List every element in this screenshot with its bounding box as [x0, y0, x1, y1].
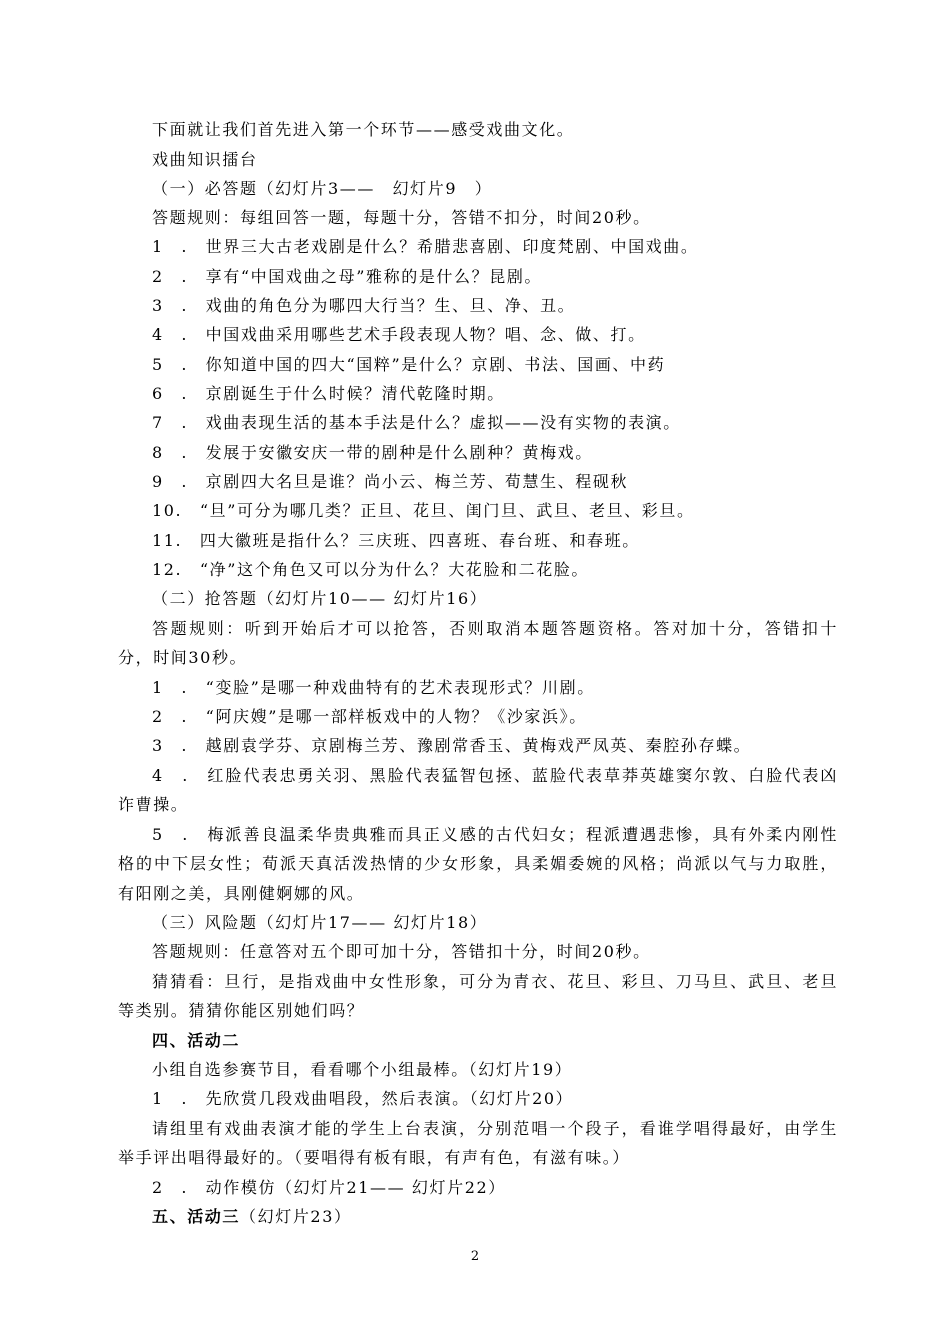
list-item: 4 . 中国戏曲采用哪些艺术手段表现人物？唱、念、做、打。	[152, 325, 646, 344]
list-item: 6 . 京剧诞生于什么时候？清代乾隆时期。	[152, 384, 505, 403]
section-heading: （二）抢答题（幻灯片10—— 幻灯片16）	[152, 589, 488, 608]
page-number: 2	[470, 1249, 480, 1264]
paragraph: 戏曲知识擂台	[152, 150, 258, 169]
list-item: 9 . 京剧四大名旦是谁？尚小云、梅兰芳、荀慧生、程砚秋	[152, 472, 629, 491]
list-item: 4 . 红脸代表忠勇关羽、黑脸代表猛智包拯、蓝脸代表草莽英雄窦尔敦、白脸代表凶诈曹操。	[118, 766, 838, 815]
section-heading: （一）必答题（幻灯片3—— 幻灯片9 ）	[152, 179, 493, 198]
paragraph: 答题规则：任意答对五个即可加十分，答错扣十分，时间20秒。	[152, 942, 651, 961]
section-heading: （三）风险题（幻灯片17—— 幻灯片18）	[152, 913, 488, 932]
list-item: 10. “旦”可分为哪几类？正旦、花旦、闺门旦、武旦、老旦、彩旦。	[152, 501, 695, 520]
list-item: 3 . 戏曲的角色分为哪四大行当？生、旦、净、丑。	[152, 296, 576, 315]
list-item: 1 . 世界三大古老戏剧是什么？希腊悲喜剧、印度梵剧、中国戏曲。	[152, 237, 699, 256]
paragraph: 小组自选参赛节目，看看哪个小组最棒。（幻灯片19）	[152, 1060, 573, 1079]
list-item: 8 . 发展于安徽安庆一带的剧种是什么剧种？黄梅戏。	[152, 443, 593, 462]
section-heading-note: （幻灯片23）	[240, 1207, 352, 1226]
list-item: 1 . 先欣赏几段戏曲唱段，然后表演。（幻灯片20）	[152, 1089, 574, 1108]
list-item: 5 . 梅派善良温柔华贵典雅而具正义感的古代妇女；程派遭遇悲惨，具有外柔内刚性格的中下层女性；荀派天真活泼热情的少女形象，具柔媚委婉的风格；尚派以气与力取胜，有阳刚之美，具刚健婀娜的风。	[118, 825, 838, 903]
section-heading-title: 五、活动三	[152, 1207, 241, 1226]
list-item: 2 . “阿庆嫂”是哪一部样板戏中的人物？《沙家浜》。	[152, 707, 587, 726]
paragraph: 请组里有戏曲表演才能的学生上台表演，分别范唱一个段子，看谁学唱得最好，由学生举手评出唱得最好的。（要唱得有板有眼，有声有色，有滋有味。）	[118, 1119, 838, 1168]
list-item: 5 . 你知道中国的四大“国粹”是什么？京剧、书法、国画、中药	[152, 355, 666, 374]
section-heading: 四、活动二	[152, 1031, 241, 1050]
list-item: 3 . 越剧袁学芬、京剧梅兰芳、豫剧常香玉、黄梅戏严凤英、秦腔孙存蝶。	[152, 736, 752, 755]
paragraph: 下面就让我们首先进入第一个环节——感受戏曲文化。	[152, 120, 575, 139]
list-item: 2 . 享有“中国戏曲之母”雅称的是什么？昆剧。	[152, 267, 543, 286]
list-item: 2 . 动作模仿（幻灯片21—— 幻灯片22）	[152, 1178, 506, 1197]
paragraph: 答题规则：听到开始后才可以抢答，否则取消本题答题资格。答对加十分，答错扣十分，时间30秒。	[118, 619, 838, 668]
list-item: 1 . “变脸”是哪一种戏曲特有的艺术表现形式？川剧。	[152, 678, 595, 697]
paragraph: 猜猜看：旦行，是指戏曲中女性形象，可分为青衣、花旦、彩旦、刀马旦、武旦、老旦等类别。猜猜你能区别她们吗？	[118, 972, 838, 1021]
section-heading	[152, 1207, 838, 1227]
paragraph: 答题规则：每组回答一题，每题十分，答错不扣分，时间20秒。	[152, 208, 651, 227]
list-item: 11. 四大徽班是指什么？三庆班、四喜班、春台班、和春班。	[152, 531, 640, 550]
list-item: 7 . 戏曲表现生活的基本手法是什么？虚拟——没有实物的表演。	[152, 413, 681, 432]
list-item: 12. “净”这个角色又可以分为什么？大花脸和二花脸。	[152, 560, 590, 579]
